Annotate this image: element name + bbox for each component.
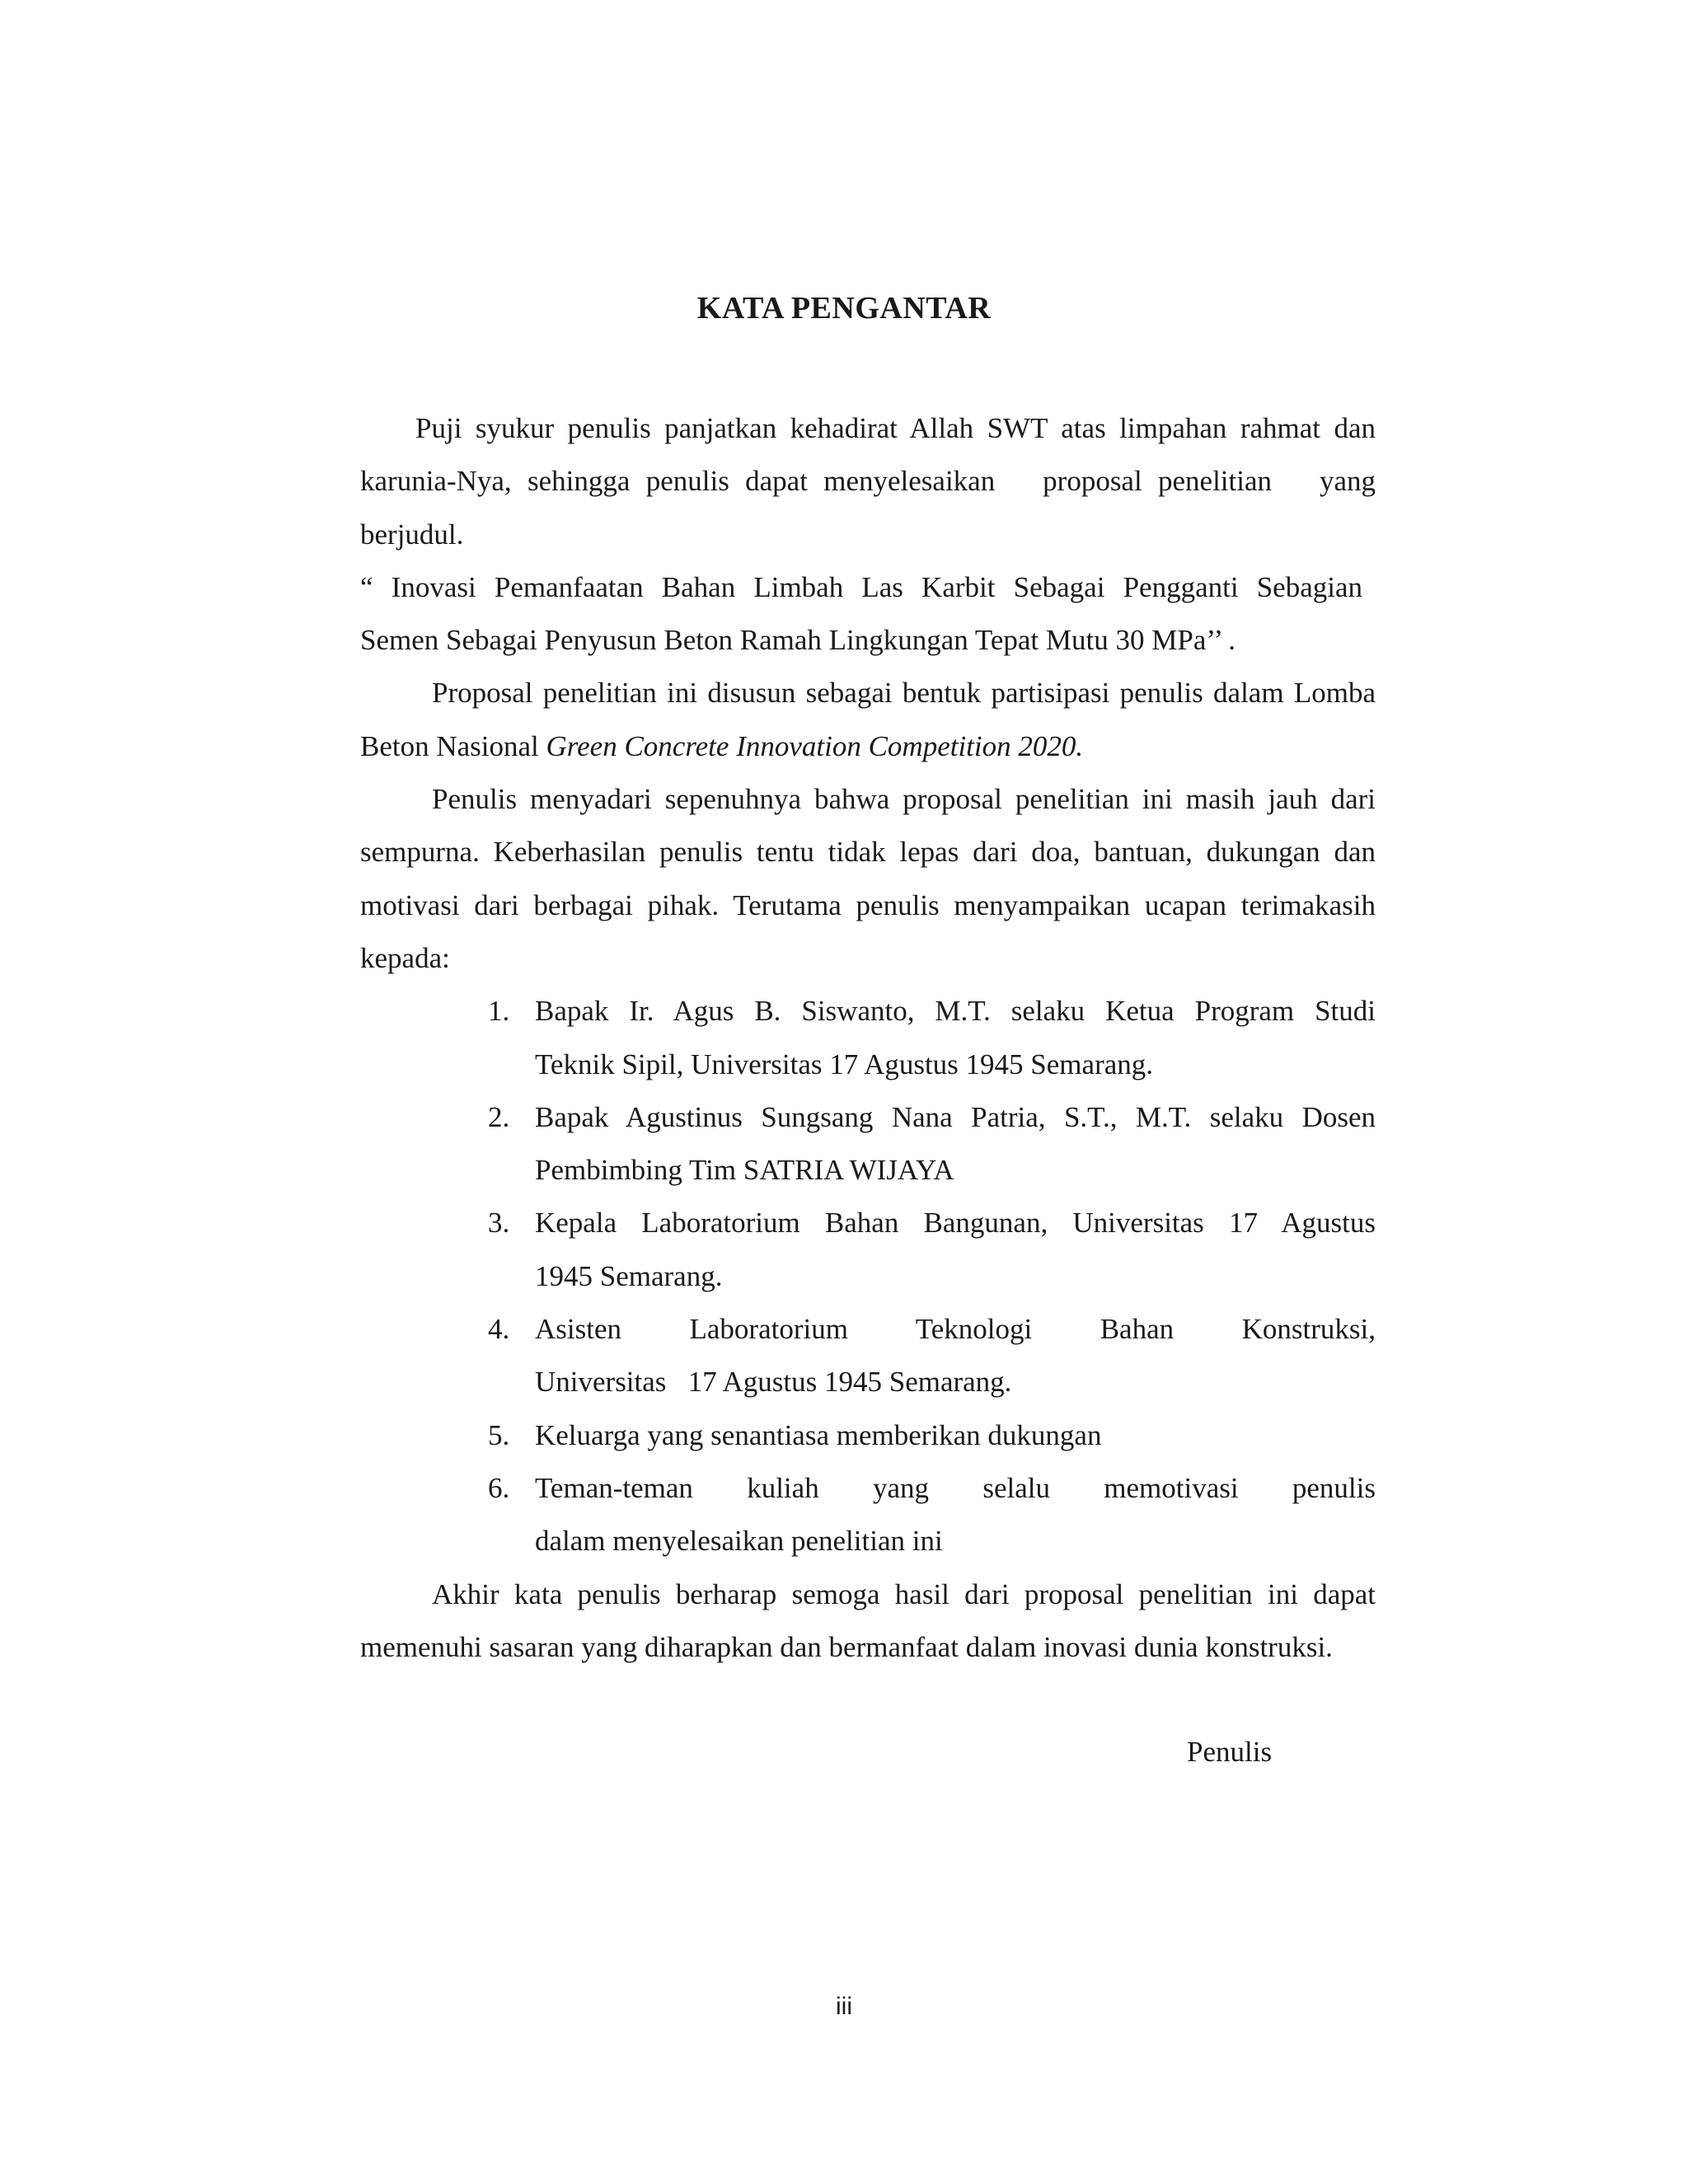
research-title-quote <box>360 561 1376 668</box>
list-item <box>488 1091 1376 1197</box>
intro-paragraph <box>360 402 1376 561</box>
list-item <box>488 1303 1376 1409</box>
author-signature: Penulis <box>1187 1736 1273 1768</box>
list-item-line-b: dalam menyelesaikan penelitian ini <box>535 1525 943 1558</box>
list-item-line-a: Teman-teman kuliah yang selalu memotivasi penulis <box>535 1471 1376 1504</box>
list-item-line-a: Kepala Laboratorium Bahan Bangunan, Universitas 17 Agustus <box>535 1207 1376 1240</box>
list-item-number: 3. <box>488 1207 510 1240</box>
page-title: KATA PENGANTAR <box>696 291 992 326</box>
list-item-line-a: Bapak Agustinus Sungsang Nana Patria, S.T., M.T. selaku Dosen <box>535 1100 1376 1133</box>
intro-line-1: Puji syukur penulis panjatkan kehadirat Allah SWT atas limpahan rahmat dan <box>415 412 1376 444</box>
competition-name: Green Concrete Innovation Competition 2020. <box>546 729 1084 762</box>
purpose-text: Proposal penelitian ini disusun sebagai bentuk partisipasi penulis dalam Lomba Beton Nasional <box>360 677 1376 762</box>
list-item-line-a: Bapak Ir. Agus B. Siswanto, M.T. selaku Ketua Program Studi <box>535 995 1376 1028</box>
intro-line-3: berjudul. <box>360 518 464 551</box>
list-item <box>488 1409 1376 1462</box>
thanks-list <box>360 985 1376 1568</box>
list-item-number: 4. <box>488 1313 510 1346</box>
list-item-line-b: Universitas 17 Agustus 1945 Semarang. <box>535 1366 1012 1399</box>
page-number: iii <box>836 1993 852 2020</box>
list-item-line-a: Asisten Laboratorium Teknologi Bahan Konstruksi, <box>535 1313 1376 1346</box>
list-item-number: 6. <box>488 1471 510 1504</box>
list-item-number: 1. <box>488 995 510 1028</box>
list-item-line-b: Keluarga yang senantiasa memberikan dukungan <box>535 1418 1102 1451</box>
list-item-number: 2. <box>488 1100 510 1133</box>
body-text <box>360 402 1376 1674</box>
list-item-number: 5. <box>488 1418 510 1451</box>
list-item-line-b: 1945 Semarang. <box>535 1259 723 1292</box>
quote-line-1: “ Inovasi Pemanfaatan Bahan Limbah Las Karbit Sebagai Pengganti Sebagian <box>360 570 1362 603</box>
list-item <box>488 1197 1376 1303</box>
purpose-paragraph <box>360 667 1376 773</box>
list-item <box>488 985 1376 1091</box>
acknowledgement-paragraph: Penulis menyadari sepenuhnya bahwa proposal penelitian ini masih jauh dari sempurna. Keberhasilan penulis tentu tidak lepas dari doa, bantuan, dukungan dan motivasi dari berbagai pihak. Terutama penulis menyampaikan ucapan terimakasih kepada: <box>360 783 1376 974</box>
list-item-line-b: Pembimbing Tim SATRIA WIJAYA <box>535 1154 954 1187</box>
quote-line-2: Semen Sebagai Penyusun Beton Ramah Lingkungan Tepat Mutu 30 MPa’’ . <box>360 624 1236 657</box>
closing-paragraph: Akhir kata penulis berharap semoga hasil dari proposal penelitian ini dapat memenuhi sasaran yang diharapkan dan bermanfaat dalam inovasi dunia konstruksi. <box>360 1577 1376 1663</box>
list-item-line-b: Teknik Sipil, Universitas 17 Agustus 1945 Semarang. <box>535 1047 1154 1080</box>
list-item <box>488 1462 1376 1568</box>
intro-line-2: karunia-Nya, sehingga penulis dapat menyelesaikan proposal penelitian yang <box>360 465 1376 498</box>
